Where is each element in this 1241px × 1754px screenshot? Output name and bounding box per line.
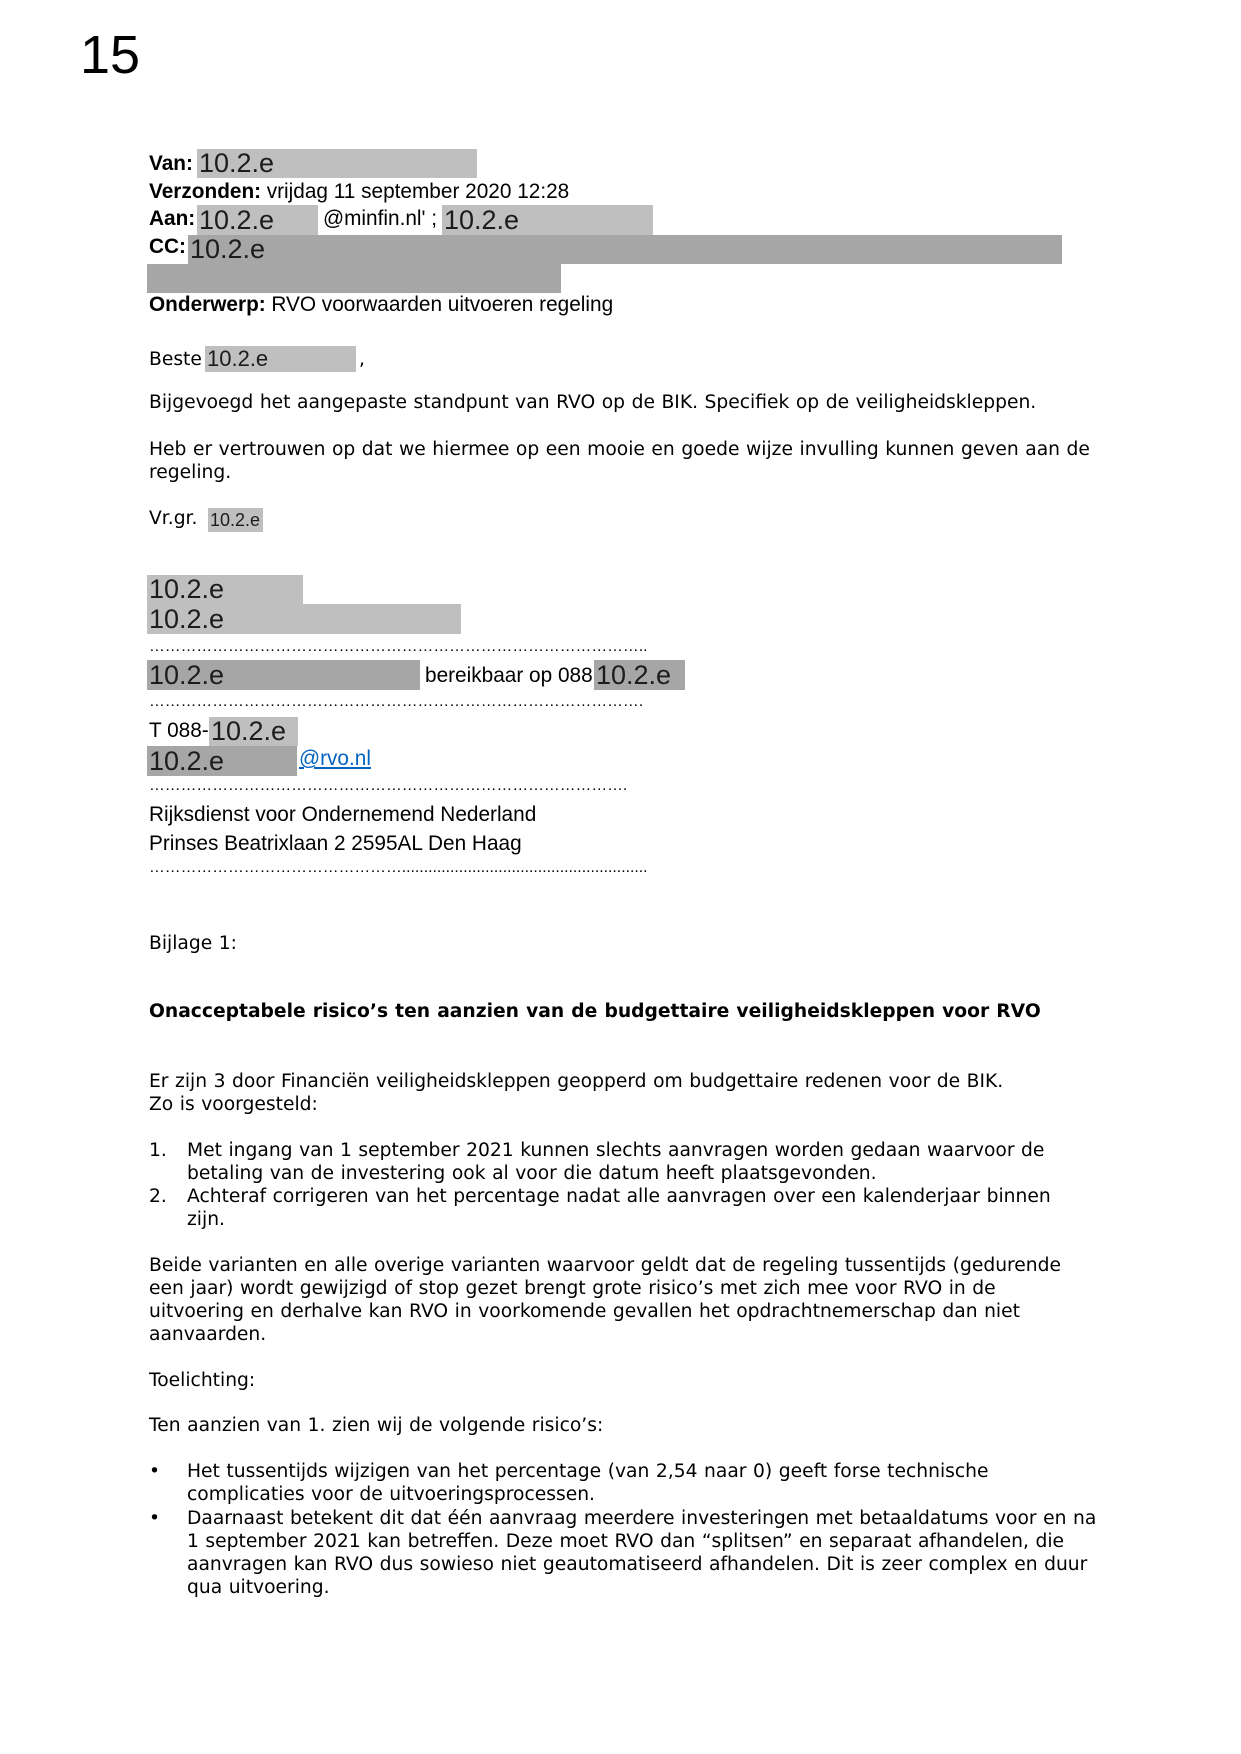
risks-intro: Ten aanzien van 1. zien wij de volgende risico’s: [149, 1415, 604, 1436]
availability-redaction [147, 660, 420, 690]
redaction-code: 10.2.e [210, 509, 261, 530]
attachment-label: Bijlage 1: [149, 933, 237, 954]
to-label: Aan: [149, 207, 196, 230]
redaction-code: 10.2.e [199, 149, 275, 178]
to-redaction-2 [442, 205, 653, 235]
sent-label: Verzonden: [149, 180, 262, 203]
signature-separator: …………………………………………........................................................ [149, 859, 648, 876]
attachment-intro-line: Er zijn 3 door Financiën veiligheidskleppen geopperd om budgettaire redenen voor de BIK. [149, 1071, 1004, 1092]
signature-title-redaction [147, 604, 461, 634]
cc-redaction [188, 235, 1062, 264]
availability-number-redaction [594, 660, 685, 690]
redaction-code: 10.2.e [444, 205, 520, 235]
bullet-item-line: Het tussentijds wijzigen van het percentage (van 2,54 naar 0) geeft forse technische [187, 1461, 989, 1482]
list-item-line: Met ingang van 1 september 2021 kunnen slechts aanvragen worden gedaan waarvoor de [187, 1140, 1045, 1161]
body-paragraph-line: regeling. [149, 462, 232, 483]
signature-separator: …………………………………………………………………………………. [149, 693, 644, 710]
subject-value: RVO voorwaarden uitvoeren regeling [271, 293, 614, 316]
signature-separator: ………………………………………………………………………………. [149, 777, 628, 794]
cc-label: CC: [149, 235, 186, 258]
page-number: 15 [80, 25, 141, 85]
redaction-code: 10.2.e [211, 717, 287, 746]
sent-value: vrijdag 11 september 2020 12:28 [266, 180, 570, 203]
phone-prefix: T 088- [149, 719, 209, 742]
list-marker: 2. [149, 1186, 167, 1207]
signature-name-redaction [147, 575, 303, 604]
list-marker: 1. [149, 1140, 167, 1161]
list-item-line: betaling van de investering ook al voor die datum heeft plaatsgevonden. [187, 1163, 877, 1184]
availability-text: bereikbaar op 088 [425, 664, 593, 687]
bullet-marker: • [149, 1461, 161, 1482]
salutation-redaction [205, 346, 356, 372]
sent-row [149, 178, 569, 206]
assessment-line: aanvaarden. [149, 1324, 267, 1345]
redaction-code: 10.2.e [199, 205, 275, 235]
redaction-code: 10.2.e [190, 235, 266, 264]
list-item-line: Achteraf corrigeren van het percentage nadat alle aanvragen over een kalenderjaar binnen [187, 1186, 1051, 1207]
bullet-item-line: qua uitvoering. [187, 1577, 330, 1598]
redaction-code: 10.2.e [149, 575, 225, 604]
explanation-label: Toelichting: [149, 1370, 256, 1391]
signature-email-link[interactable]: @rvo.nl [299, 747, 371, 770]
assessment-line: een jaar) wordt gewijzigd of stop gezet brengt grote risico’s met zich mee voor RVO in de [149, 1278, 996, 1299]
from-label: Van: [149, 152, 193, 175]
attachment-intro-line: Zo is voorgesteld: [149, 1094, 318, 1115]
body-paragraph-line: Heb er vertrouwen op dat we hiermee op een mooie en goede wijze invulling kunnen geven aan de [149, 439, 1090, 460]
signature-separator: ………………………………………………………………………………….. [149, 638, 648, 655]
from-redaction [197, 149, 477, 178]
attachment-title: Onacceptabele risico’s ten aanzien van de budgettaire veiligheidskleppen voor RVO [149, 1001, 1041, 1022]
closing-redaction [208, 508, 263, 532]
redaction-code: 10.2.e [149, 746, 225, 776]
body-paragraph-line: Bijgevoegd het aangepaste standpunt van RVO op de BIK. Specifiek op de veiligheidskleppen. [149, 392, 1037, 413]
to-recipient-domain: @minfin.nl' ; [323, 207, 438, 230]
bullet-item-line: complicaties voor de uitvoeringsprocessen. [187, 1484, 595, 1505]
email-user-redaction [147, 746, 297, 776]
salutation: Beste [149, 349, 202, 370]
subject-row [149, 291, 613, 319]
subject-label: Onderwerp: [149, 293, 266, 316]
signature-address: Prinses Beatrixlaan 2 2595AL Den Haag [149, 832, 522, 855]
closing: Vr.gr. [149, 508, 198, 529]
redaction-code: 10.2.e [596, 660, 672, 690]
redaction-code: 10.2.e [149, 604, 225, 634]
salutation-comma: , [359, 349, 365, 370]
bullet-item-line: Daarnaast betekent dit dat één aanvraag meerdere investeringen met betaaldatums voor en na [187, 1508, 1097, 1529]
cc-redaction-continued [147, 264, 561, 293]
to-redaction-1 [197, 205, 318, 235]
list-item-line: zijn. [187, 1209, 225, 1230]
redaction-code: 10.2.e [207, 346, 269, 371]
assessment-line: Beide varianten en alle overige varianten waarvoor geldt dat de regeling tussentijds (gedurende [149, 1255, 1062, 1276]
bullet-marker: • [149, 1508, 161, 1529]
bullet-item-line: 1 september 2021 kan betreffen. Deze moet RVO dan “splitsen” en separaat afhandelen, die [187, 1531, 1065, 1552]
redaction-code: 10.2.e [149, 660, 225, 690]
assessment-line: uitvoering en derhalve kan RVO in voorkomende gevallen het opdrachtnemerschap dan niet [149, 1301, 1020, 1322]
bullet-item-line: aanvragen kan RVO dus sowieso niet geautomatiseerd afhandelen. Dit is zeer complex en duur [187, 1554, 1088, 1575]
signature-organization: Rijksdienst voor Ondernemend Nederland [149, 803, 537, 826]
phone-redaction [209, 717, 298, 746]
